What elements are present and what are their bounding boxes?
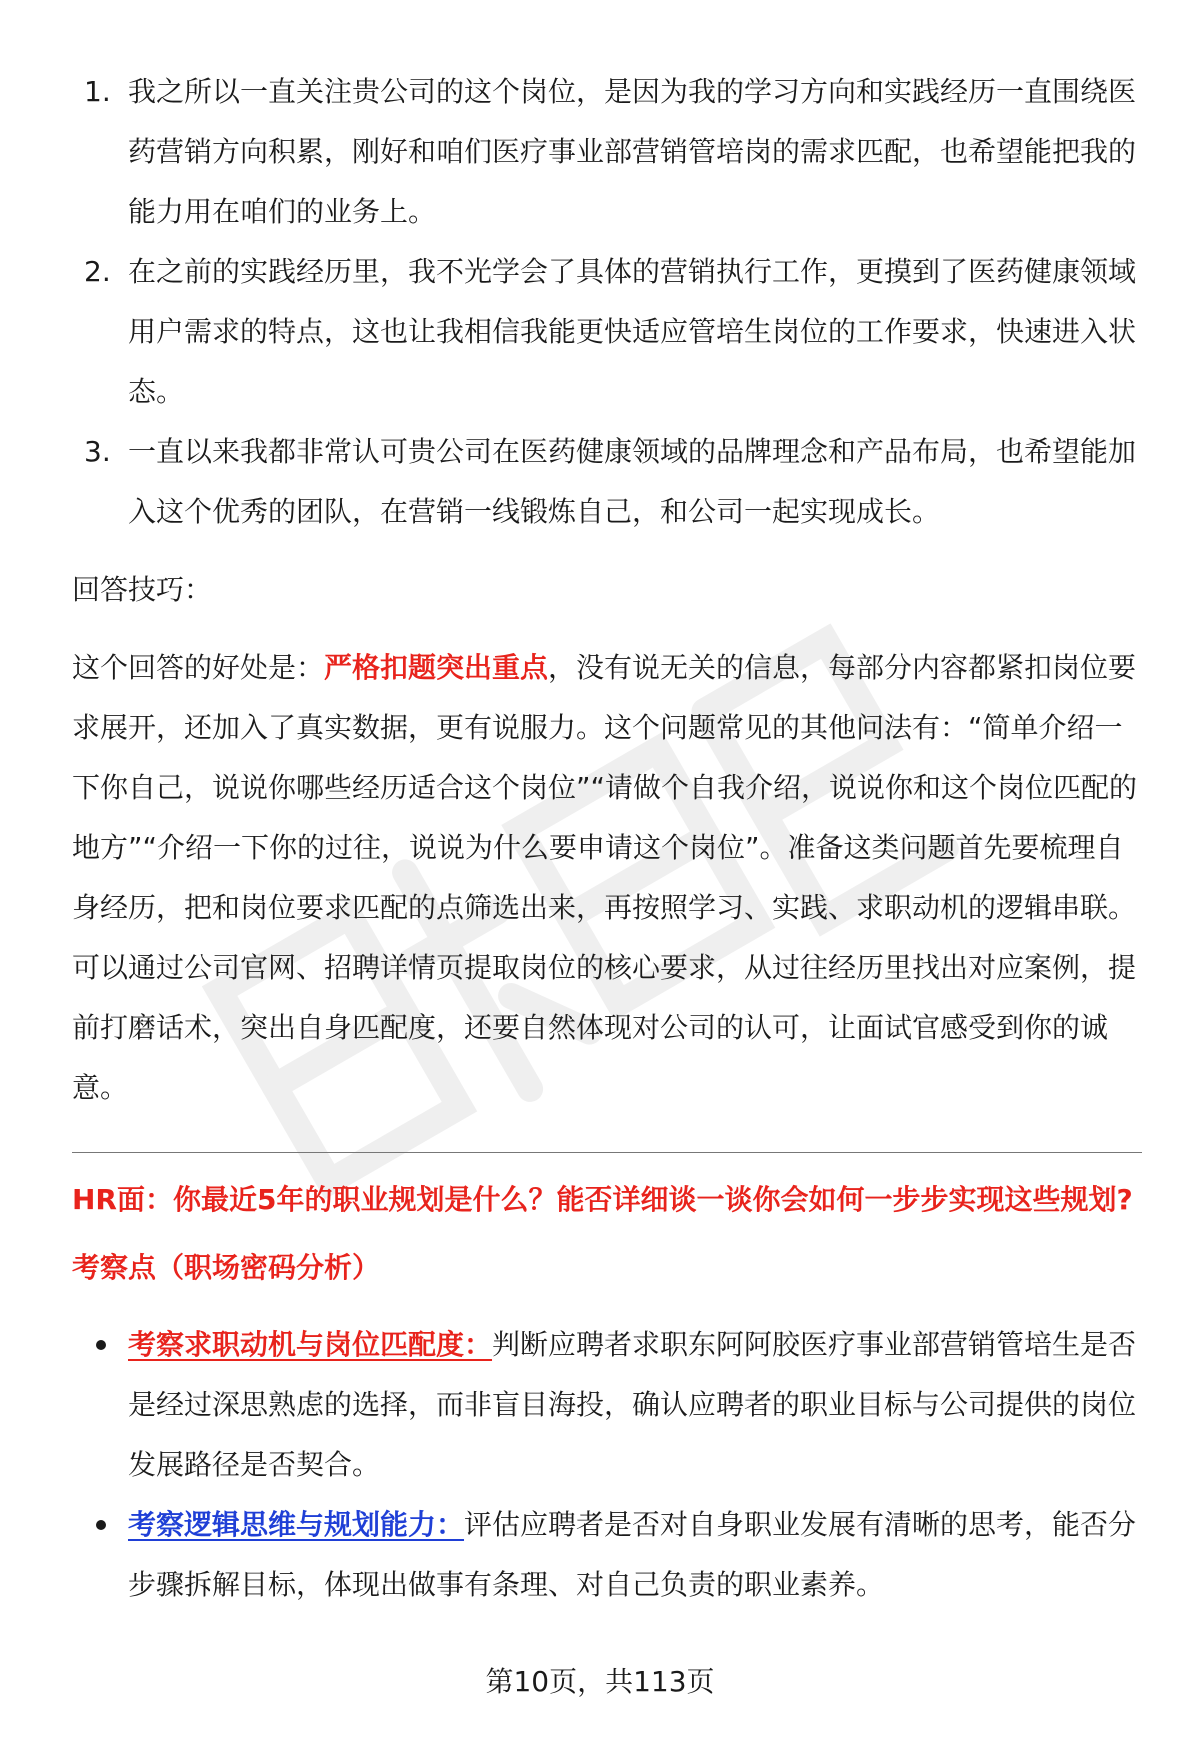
- list-text: 在之前的实践经历里，我不光学会了具体的营销执行工作，更摸到了医药健康领域用户需求的特点，这也让我相信我能更快适应管培生岗位的工作要求，快速进入状态。: [128, 255, 1137, 408]
- point-keyword: 考察逻辑思维与规划能力：: [128, 1508, 465, 1541]
- question-title: HR面：你最近5年的职业规划是什么？能否详细谈一谈你会如何一步步实现这些规划?: [72, 1183, 1133, 1216]
- tips-body: ，没有说无关的信息，每部分内容都紧扣岗位要求展开，还加入了真实数据，更有说服力。这个问题常见的其他问法有：“简单介绍一下你自己，说说你哪些经历适合这个岗位”“请做个自我介绍，说说你和这个岗位匹配的地方”“介绍一下你的过往，说说为什么要申请这个岗位”。准备这类问题首先要梳理自身经历，把和岗位要求匹配的点筛选出来，再按照学习、实践、求职动机的逻辑串联。可以通过公司官网、招聘详情页提取岗位的核心要求，从过往经历里找出对应案例，提前打磨话术，突出自身匹配度，还要自然体现对公司的认可，让面试官感受到你的诚意。: [72, 651, 1138, 1104]
- point-text: 判断应聘者求职东阿阿胶医疗事业部营销管培生是否是经过深思熟虑的选择，而非盲目海投，确认应聘者的职业目标与公司提供的岗位发展路径是否契合。: [128, 1328, 1137, 1481]
- point-text: 评估应聘者是否对自身职业发展有清晰的思考，能否分步骤拆解目标，体现出做事有条理、对自己负责的职业素养。: [128, 1508, 1137, 1601]
- bullet-icon: [96, 1340, 106, 1350]
- list-item: [72, 62, 1142, 242]
- section-subheading: 考察点（职场密码分析）: [72, 1251, 381, 1284]
- point-keyword: 考察求职动机与岗位匹配度：: [128, 1328, 493, 1361]
- list-number: 3.: [84, 435, 111, 468]
- list-text: 我之所以一直关注贵公司的这个岗位，是因为我的学习方向和实践经历一直围绕医药营销方向积累，刚好和咱们医疗事业部营销管培岗的需求匹配，也希望能把我的能力用在咱们的业务上。: [128, 75, 1137, 228]
- list-item: [72, 422, 1142, 542]
- page-content: [72, 62, 1142, 1615]
- list-number: 1.: [84, 75, 111, 108]
- page-footer: 第10页，共113页: [485, 1665, 715, 1698]
- assessment-points: [72, 1315, 1142, 1615]
- list-number: 2.: [84, 255, 111, 288]
- answer-list: [72, 62, 1142, 542]
- tips-paragraph: [72, 638, 1142, 1118]
- list-item: [72, 242, 1142, 422]
- list-item: [72, 1315, 1142, 1495]
- tips-label: 回答技巧：: [72, 573, 213, 606]
- list-item: [72, 1495, 1142, 1615]
- list-text: 一直以来我都非常认可贵公司在医药健康领域的品牌理念和产品布局，也希望能加入这个优秀的团队，在营销一线锻炼自己，和公司一起实现成长。: [128, 435, 1137, 528]
- tips-intro: 这个回答的好处是：: [72, 651, 325, 684]
- tips-highlight: 严格扣题突出重点: [324, 651, 549, 684]
- bullet-icon: [96, 1520, 106, 1530]
